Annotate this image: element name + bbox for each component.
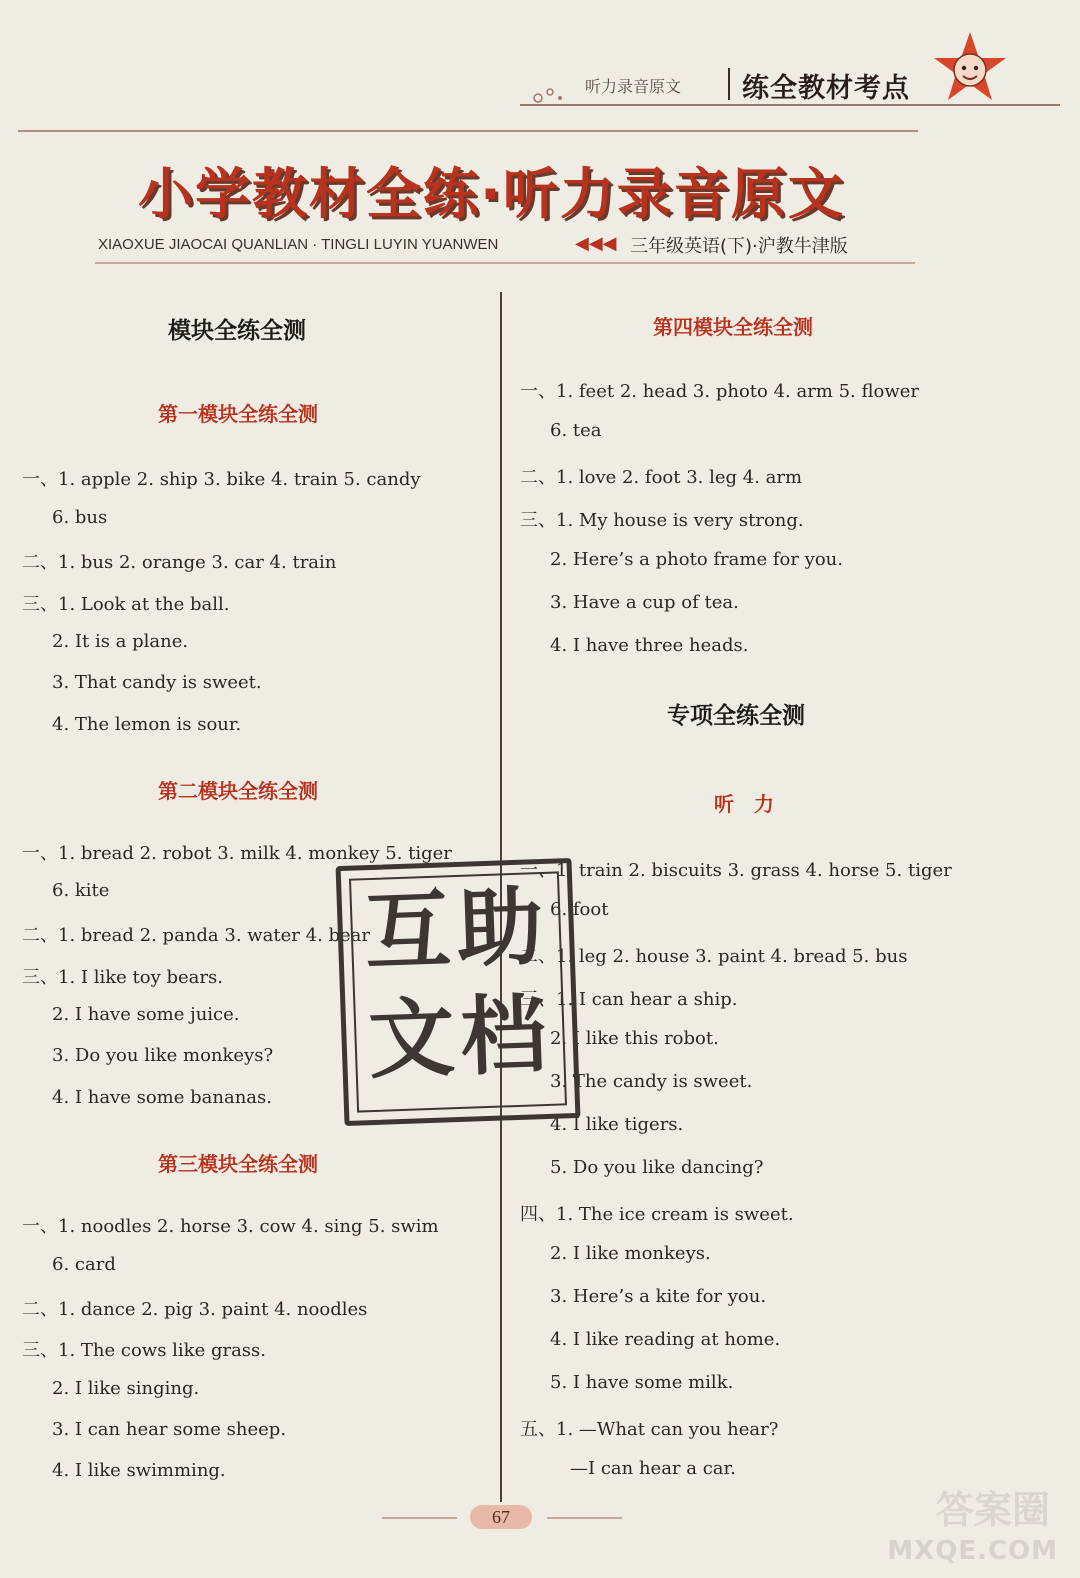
answer-line: 五、1. —What can you hear? [520,1419,779,1440]
answer-line: 2. Here’s a photo frame for you. [550,549,843,570]
answer-line: 4. I like reading at home. [550,1329,781,1350]
book-edition-subtitle: 三年级英语(下)·沪教牛津版 [630,236,848,257]
header-section-label: 听力录音原文 [585,77,682,96]
answer-line: 5. I have some milk. [550,1372,734,1393]
listening-title: 听 力 [714,792,774,816]
answer-line: 2. It is a plane. [52,631,189,652]
header-series-title: 练全教材考点 [742,73,910,104]
answer-line: 3. Here’s a kite for you. [550,1286,767,1307]
answer-line: 2. I have some juice. [52,1004,240,1025]
answer-line: 2. I like monkeys. [550,1243,711,1264]
answer-line: 三、1. I can hear a ship. [520,989,738,1010]
title-top-rule [18,130,918,132]
answer-line: 三、1. My house is very strong. [520,510,804,531]
page-number-rule-right [547,1517,622,1519]
answer-line: 四、1. The ice cream is sweet. [520,1204,794,1225]
answer-line: 一、1. noodles 2. horse 3. cow 4. sing 5. swim [22,1216,439,1237]
section-title-module1: 第一模块全练全测 [158,402,318,426]
header-rule [520,104,1060,106]
answer-line: 2. I like this robot. [550,1028,719,1049]
answer-line: 一、1. bread 2. robot 3. milk 4. monkey 5. tiger [22,843,452,864]
answer-line: 4. I have three heads. [550,635,749,656]
answer-line: 6. foot [550,899,609,920]
answer-line: 3. I can hear some sheep. [52,1419,287,1440]
module-tests-heading: 模块全练全测 [168,318,306,344]
page-number-area [382,1505,622,1531]
title-pinyin: XIAOXUE JIAOCAI QUANLIAN · TINGLI LUYIN YUANWEN [98,236,499,253]
arrows-icon: ◀◀◀ [575,233,617,254]
stamp-char: 文 [366,988,457,1092]
page-number-rule-left [382,1517,457,1519]
watermark-site: MXQE.COM [887,1536,1058,1566]
answer-line: 3. The candy is sweet. [550,1071,753,1092]
answer-line: 二、1. bread 2. panda 3. water 4. bear [22,925,371,946]
answer-line: 一、1. train 2. biscuits 3. grass 4. horse 5. tiger [520,860,952,881]
answer-line: 4. I like swimming. [52,1460,226,1481]
stamp-char: 互 [363,880,453,984]
answer-line: 三、1. Look at the ball. [22,594,230,615]
answer-line: —I can hear a car. [570,1458,736,1479]
special-tests-heading: 专项全练全测 [667,703,805,729]
page-title: 小学教材全练·听力录音原文 [138,162,845,226]
header-divider [728,68,730,100]
section-title-module4: 第四模块全练全测 [653,315,813,339]
stamp-watermark [336,858,581,1126]
watermark-logo: 答案圈 [935,1488,1050,1532]
answer-line: 4. I like tigers. [550,1114,684,1135]
answer-line: 3. Do you like monkeys? [52,1045,274,1066]
answer-line: 二、1. bus 2. orange 3. car 4. train [22,552,337,573]
answer-line: 4. I have some bananas. [52,1087,272,1108]
answer-line: 6. kite [52,880,110,901]
page-number: 67 [470,1505,532,1529]
answer-line: 4. The lemon is sour. [52,714,242,735]
mascot-icon [930,28,1010,108]
section-title-module2: 第二模块全练全测 [158,779,318,803]
answer-line: 3. That candy is sweet. [52,672,262,693]
answer-line: 6. tea [550,420,602,441]
answer-line: 6. bus [52,507,108,528]
stamp-char: 助 [455,877,545,980]
answer-line: 3. Have a cup of tea. [550,592,739,613]
answer-line: 一、1. feet 2. head 3. photo 4. arm 5. flower [520,381,919,402]
answer-line: 二、1. leg 2. house 3. paint 4. bread 5. bus [520,946,908,967]
answer-line: 三、1. I like toy bears. [22,967,223,988]
answer-line: 二、1. dance 2. pig 3. paint 4. noodles [22,1299,368,1320]
answer-line: 5. Do you like dancing? [550,1157,764,1178]
stamp-char: 档 [458,984,549,1088]
subtitle-rule [95,262,915,264]
answer-line: 一、1. apple 2. ship 3. bike 4. train 5. candy [22,469,421,490]
decorative-dots-icon [530,82,590,106]
answer-line: 6. card [52,1254,116,1275]
answer-line: 三、1. The cows like grass. [22,1340,267,1361]
section-title-module3: 第三模块全练全测 [158,1152,318,1176]
answer-line: 2. I like singing. [52,1378,200,1399]
answer-line: 二、1. love 2. foot 3. leg 4. arm [520,467,803,488]
